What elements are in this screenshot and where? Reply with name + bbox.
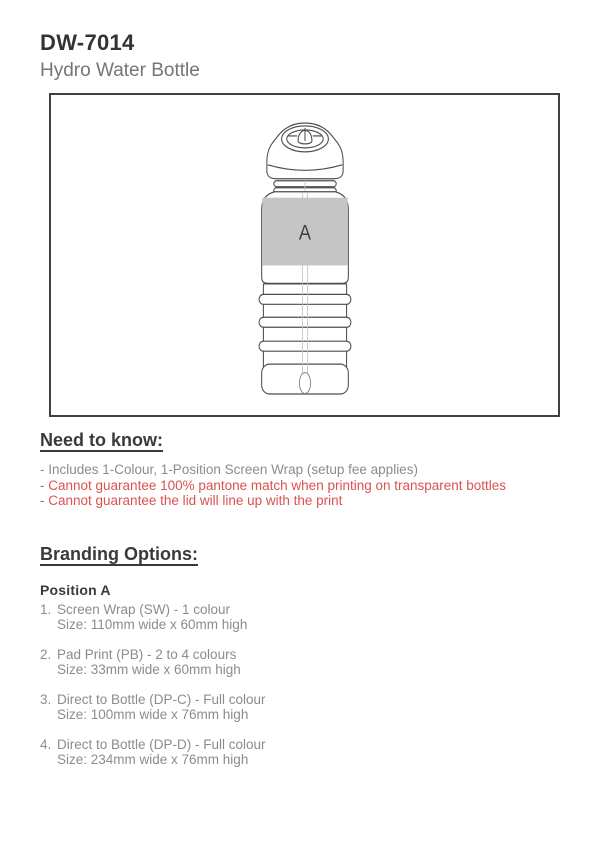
option-size: Size: 110mm wide x 60mm high bbox=[57, 617, 248, 632]
bottle-cap bbox=[266, 123, 342, 179]
option-name: Screen Wrap (SW) - 1 colour bbox=[57, 602, 231, 617]
option-size: Size: 33mm wide x 60mm high bbox=[57, 662, 241, 677]
product-code: DW-7014 bbox=[40, 30, 135, 55]
bottle-ribs bbox=[259, 284, 351, 368]
header bbox=[40, 30, 200, 82]
branding-option bbox=[40, 692, 580, 722]
branding-options-heading: Branding Options: bbox=[40, 544, 198, 564]
option-name: Direct to Bottle (DP-C) - Full colour bbox=[57, 692, 266, 707]
note-item: - Cannot guarantee the lid will line up with the print bbox=[40, 493, 343, 508]
branding-options-section bbox=[40, 544, 580, 782]
option-size: Size: 100mm wide x 76mm high bbox=[57, 707, 249, 722]
option-name: Direct to Bottle (DP-D) - Full colour bbox=[57, 737, 266, 752]
need-to-know-section bbox=[40, 430, 580, 509]
option-number: 3. bbox=[40, 692, 52, 707]
option-size: Size: 234mm wide x 76mm high bbox=[57, 752, 249, 767]
branding-option bbox=[40, 602, 580, 632]
branding-option bbox=[40, 737, 580, 767]
need-to-know-heading: Need to know: bbox=[40, 430, 164, 450]
option-name: Pad Print (PB) - 2 to 4 colours bbox=[57, 647, 237, 662]
product-diagram-box bbox=[49, 93, 560, 417]
print-area-band bbox=[262, 198, 347, 266]
print-position-label: A bbox=[298, 221, 311, 245]
bottle-illustration bbox=[253, 116, 357, 397]
branding-option bbox=[40, 647, 580, 677]
option-number: 2. bbox=[40, 647, 52, 662]
product-name: Hydro Water Bottle bbox=[40, 60, 200, 81]
option-number: 4. bbox=[40, 737, 52, 752]
note-item: - Cannot guarantee 100% pantone match when printing on transparent bottles bbox=[40, 477, 507, 493]
note-item: - Includes 1-Colour, 1-Position Screen Wrap (setup fee applies) bbox=[40, 462, 418, 477]
option-number: 1. bbox=[40, 602, 52, 617]
position-heading: Position A bbox=[40, 582, 111, 598]
